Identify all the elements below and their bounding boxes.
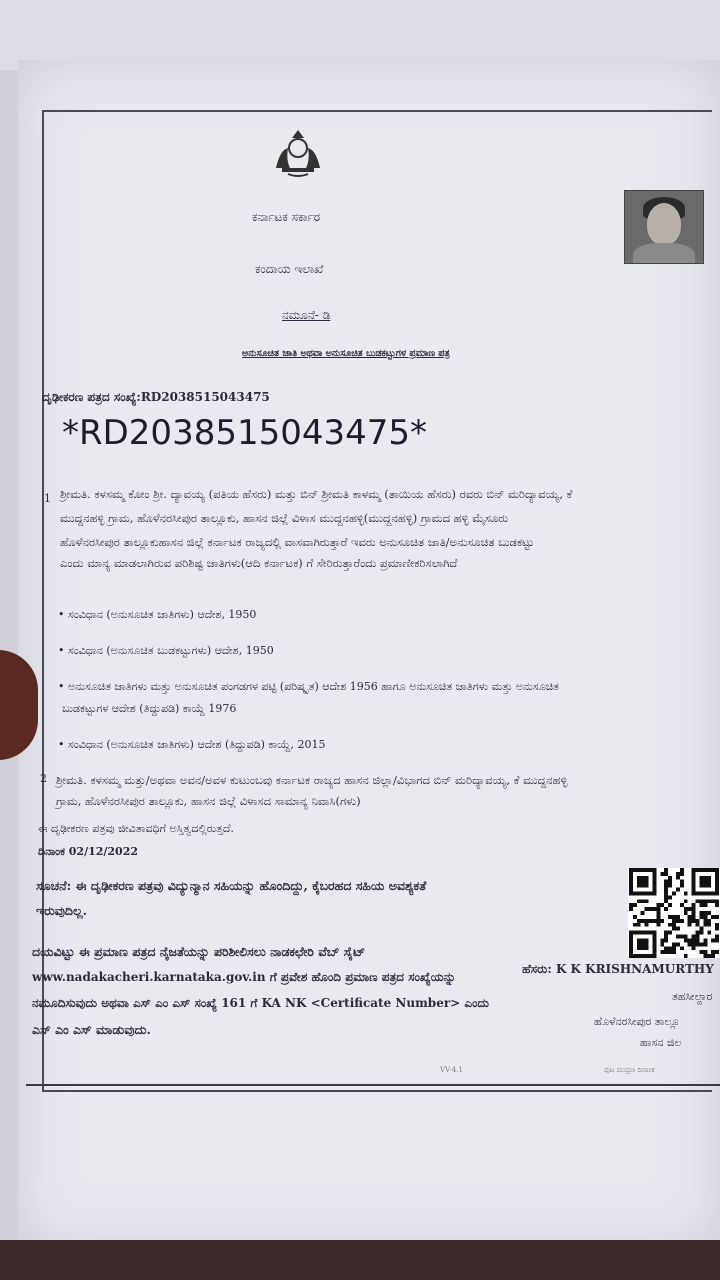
note-line: ಇರುವುದಿಲ್ಲ. bbox=[36, 903, 87, 918]
order-item: • ಸಂವಿಧಾನ (ಅನುಸೂಚಿತ ಜಾತಿಗಳು) ಆದೇಶ, 1950 bbox=[58, 608, 257, 621]
paragraph-1-line: ಶ್ರೀಮತಿ. ಕಳಸಮ್ಮ ಕೋಂ ಶ್ರೀ. ದ್ಯಾವಯ್ಯ (ಪತಿಯ ಹೆಸರು) ಮತ್ತು ಬಿನ್ ಶ್ರೀಮತಿ ಕಾಳಮ್ಮ (ತಾಯಿಯ ಹೆಸರು) ರವರು ಬಿನ್ ಮರಿದ್ಯಾವಯ್ಯ, ಕೆ bbox=[60, 487, 573, 501]
footer-divider bbox=[26, 1084, 720, 1086]
certificate-title: ಅನುಸೂಚಿತ ಜಾತಿ ಅಥವಾ ಅನುಸೂಚಿತ ಬುಡಕಟ್ಟುಗಳ ಪ್ರಮಾಣ ಪತ್ರ bbox=[242, 348, 450, 359]
signatory-designation: ತಹಸೀಲ್ದಾರ bbox=[672, 990, 713, 1003]
verify-website-line: www.nadakacheri.karnataka.gov.in ಗೆ ಪ್ರವೇಶ ಹೊಂದಿ ಪ್ರಮಾಣ ಪತ್ರದ ಸಂಖ್ಯೆಯನ್ನು bbox=[32, 970, 456, 984]
qr-code-icon bbox=[628, 868, 720, 958]
order-item: • ಸಂವಿಧಾನ (ಅನುಸೂಚಿತ ಜಾತಿಗಳು) ಆದೇಶ (ತಿದ್ದುಪಡಿ) ಕಾಯ್ದೆ, 2015 bbox=[58, 738, 326, 751]
signatory-office: ಹೊಳೆನರಸೀಪುರ ತಾಲ್ಲೂ bbox=[594, 1015, 680, 1028]
note-line: ಸೂಚನೆ: ಈ ದೃಢೀಕರಣ ಪತ್ರವು ವಿದ್ಯುನ್ಮಾನ ಸಹಿಯನ್ನು ಹೊಂದಿದ್ದು, ಕೈಬರಹದ ಸಹಿಯ ಅವಶ್ಯಕತೆ bbox=[36, 878, 427, 893]
paragraph-1-line: ಹೊಳೆನರಸೀಪುರ ತಾಲ್ಲೂಕುಹಾಸನ ಜಿಲ್ಲೆ ಕರ್ನಾಟಕ ರಾಜ್ಯದಲ್ಲಿ ವಾಸವಾಗಿರುತ್ತಾರೆ ಇವರು ಅನುಸೂಚಿತ ಜಾತಿ/ಅನುಸೂಚಿತ ಬುಡಕಟ್ಟು bbox=[60, 535, 535, 549]
signatory-name: ಹೆಸರು: K K KRISHNAMURTHY bbox=[522, 962, 714, 976]
verify-line: ಎಸ್ ಎಂ ಎಸ್ ಮಾಡುವುದು. bbox=[32, 1022, 151, 1037]
dept-revenue: ಕಂದಾಯ ಇಲಾಖೆ bbox=[255, 262, 324, 276]
issue-date: ದಿನಾಂಕ 02/12/2022 bbox=[38, 845, 139, 858]
validity-statement: ಈ ದೃಢೀಕರಣ ಪತ್ರವು ಜೀವಿತಾವಧಿಗೆ ಅಸ್ತಿತ್ವದಲ್ಲಿರುತ್ತದೆ. bbox=[38, 822, 234, 835]
footer-version: VV-4.1 bbox=[440, 1066, 463, 1074]
paragraph-1-line: ಎಂದು ಮಾನ್ಯ ಮಾಡಲಾಗಿರುವ ಪರಿಶಿಷ್ಟ ಜಾತಿಗಳು(ಆದಿ ಕರ್ನಾಟಕ) ಗೆ ಸೇರಿರುತ್ತಾರೆಂದು ಪ್ರಮಾಣೀಕರಿಸಲಾಗಿದೆ bbox=[60, 556, 458, 570]
order-item: • ಅನುಸೂಚಿತ ಜಾತಿಗಳು ಮತ್ತು ಅನುಸೂಚಿತ ಪಂಗಡಗಳ ಪಟ್ಟಿ (ಪರಿಷ್ಕೃತ) ಆದೇಶ 1956 ಹಾಗೂ ಅನುಸೂಚಿತ ಜಾತಿಗಳು ಮತ್ತು ಅನುಸೂಚಿತ bbox=[58, 680, 559, 693]
applicant-photo bbox=[624, 190, 704, 264]
footer-print-date-label: ಪುಟ ಮುದ್ರಣ ದಿನಾಂಕ bbox=[604, 1066, 655, 1074]
background-bottom bbox=[0, 1240, 720, 1280]
form-label: ನಮೂನೆ- ಡಿ bbox=[282, 308, 331, 322]
paragraph-2-marker: 2 bbox=[40, 772, 47, 785]
paragraph-2-line: ಗ್ರಾಮ, ಹೊಳೆನರಸೀಪುರ ತಾಲ್ಲೂಕು, ಹಾಸನ ಜಿಲ್ಲೆ ವಿಳಾಸದ ಸಾಮಾನ್ಯ ನಿವಾಸಿ(ಗಳು) bbox=[56, 794, 361, 808]
signatory-district: ಹಾಸನ ಜಿಲ bbox=[640, 1036, 682, 1049]
certificate-number-label: ದೃಢೀಕರಣ ಪತ್ರದ ಸಂಖ್ಯೆ:RD2038515043475 bbox=[42, 390, 270, 404]
dept-karnataka-govt: ಕರ್ನಾಟಕ ಸರ್ಕಾರ bbox=[252, 210, 321, 224]
paragraph-1-line: ಮುದ್ದನಹಳ್ಳಿ ಗ್ರಾಮ, ಹೊಳೆನರಸೀಪುರ ತಾಲ್ಲೂಕು, ಹಾಸನ ಜಿಲ್ಲೆ ವಿಳಾಸ ಮುದ್ದನಹಳ್ಳಿ(ಮುದ್ದನಹಳ್ಳಿ) ಗ್ರಾಮದ ಹಳ್ಳಿ ಮೈಸೂರು bbox=[60, 511, 509, 525]
paragraph-2-line: ಶ್ರೀಮತಿ. ಕಳಸಮ್ಮ ಮತ್ತು/ಅಥವಾ ಅವನ/ಅವಳ ಕುಟುಂಬವು ಕರ್ನಾಟಕ ರಾಜ್ಯದ ಹಾಸನ ಜಿಲ್ಲಾ/ವಿಭಾಗದ ಬಿನ್ ಮರಿದ್ಯಾವಯ್ಯ, ಕೆ ಮುದ್ದನಹಳ್ಳಿ bbox=[56, 773, 568, 787]
order-item: • ಸಂವಿಧಾನ (ಅನುಸೂಚಿತ ಬುಡಕಟ್ಟುಗಳು) ಆದೇಶ, 1950 bbox=[58, 644, 274, 657]
order-item-continuation: ಬುಡಕಟ್ಟುಗಳ ಆದೇಶ (ತಿದ್ದುಪಡಿ) ಕಾಯ್ದೆ 1976 bbox=[62, 702, 237, 715]
certificate-number-big: *RD2038515043475* bbox=[62, 413, 428, 453]
verify-line: ದಯವಿಟ್ಟು ಈ ಪ್ರಮಾಣ ಪತ್ರದ ನೈಜತೆಯನ್ನು ಪರಿಶೀಲಿಸಲು ನಾಡಕಛೇರಿ ವೆಬ್ ಸೈಟ್ bbox=[32, 944, 366, 959]
state-emblem-icon bbox=[268, 128, 328, 178]
verify-sms-line: ನಮೂದಿಸುವುದು ಅಥವಾ ಎಸ್ ಎಂ ಎಸ್ ಸಂಖ್ಯೆ 161 ಗೆ KA NK <Certificate Number> ಎಂದು bbox=[32, 996, 489, 1010]
paragraph-1-marker: 1 bbox=[44, 492, 51, 505]
